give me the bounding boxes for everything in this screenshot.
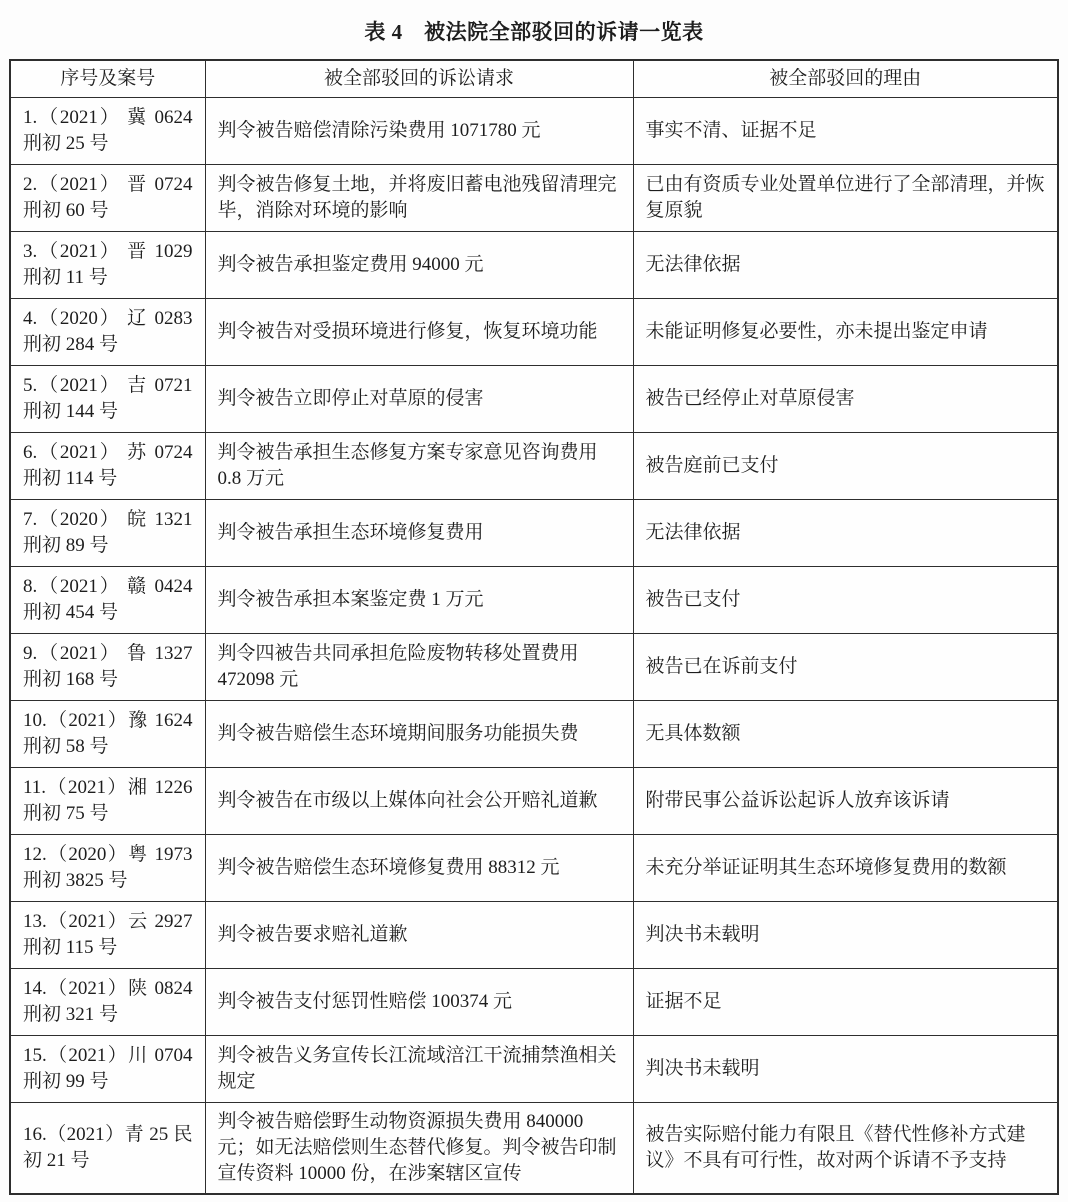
- table-row: [10, 701, 1058, 768]
- table-row: [10, 768, 1058, 835]
- table-row: [10, 366, 1058, 433]
- table-row: [10, 902, 1058, 969]
- table-row: [10, 567, 1058, 634]
- table-row: [10, 500, 1058, 567]
- reason-cell: 判决书未载明: [633, 1036, 1058, 1103]
- reason-cell: 未能证明修复必要性，亦未提出鉴定申请: [633, 299, 1058, 366]
- table-header: [10, 60, 1058, 98]
- case-number-cell: 13.（2021）云 2927 刑初 115 号: [10, 902, 205, 969]
- reason-cell: 被告已在诉前支付: [633, 634, 1058, 701]
- reason-cell: 被告已经停止对草原侵害: [633, 366, 1058, 433]
- reason-cell: 无法律依据: [633, 500, 1058, 567]
- claim-cell: 判令被告立即停止对草原的侵害: [205, 366, 633, 433]
- rejected-claims-table: [9, 59, 1059, 1195]
- reason-cell: 被告庭前已支付: [633, 433, 1058, 500]
- claim-cell: 判令被告赔偿野生动物资源损失费用 840000 元；如无法赔偿则生态替代修复。判令被告印制宣传资料 10000 份，在涉案辖区宣传: [205, 1103, 633, 1195]
- reason-cell: 被告实际赔付能力有限且《替代性修补方式建议》不具有可行性，故对两个诉请不予支持: [633, 1103, 1058, 1195]
- claim-cell: 判令被告对受损环境进行修复，恢复环境功能: [205, 299, 633, 366]
- reason-cell: 已由有资质专业处置单位进行了全部清理，并恢复原貌: [633, 165, 1058, 232]
- table-row: [10, 1036, 1058, 1103]
- claim-cell: 判令被告承担鉴定费用 94000 元: [205, 232, 633, 299]
- claim-cell: 判令被告承担生态修复方案专家意见咨询费用 0.8 万元: [205, 433, 633, 500]
- case-number-cell: 3.（2021） 晋 1029 刑初 11 号: [10, 232, 205, 299]
- claim-cell: 判令被告义务宣传长江流域涪江干流捕禁渔相关规定: [205, 1036, 633, 1103]
- case-number-cell: 2.（2021） 晋 0724 刑初 60 号: [10, 165, 205, 232]
- header-claim: 被全部驳回的诉讼请求: [205, 60, 633, 98]
- case-number-cell: 16.（2021）青 25 民初 21 号: [10, 1103, 205, 1195]
- case-number-cell: 12.（2020）粤 1973 刑初 3825 号: [10, 835, 205, 902]
- case-number-cell: 11.（2021）湘 1226 刑初 75 号: [10, 768, 205, 835]
- table-row: [10, 634, 1058, 701]
- claim-cell: 判令被告赔偿清除污染费用 1071780 元: [205, 98, 633, 165]
- header-row: [10, 60, 1058, 98]
- case-number-cell: 6.（2021） 苏 0724 刑初 114 号: [10, 433, 205, 500]
- table-row: [10, 232, 1058, 299]
- case-number-cell: 9.（2021） 鲁 1327 刑初 168 号: [10, 634, 205, 701]
- table-row: [10, 165, 1058, 232]
- case-number-cell: 4.（2020） 辽 0283 刑初 284 号: [10, 299, 205, 366]
- reason-cell: 无法律依据: [633, 232, 1058, 299]
- claim-cell: 判令被告赔偿生态环境修复费用 88312 元: [205, 835, 633, 902]
- table-row: [10, 98, 1058, 165]
- reason-cell: 被告已支付: [633, 567, 1058, 634]
- header-reason: 被全部驳回的理由: [633, 60, 1058, 98]
- reason-cell: 证据不足: [633, 969, 1058, 1036]
- reason-cell: 事实不清、证据不足: [633, 98, 1058, 165]
- case-number-cell: 8.（2021） 赣 0424 刑初 454 号: [10, 567, 205, 634]
- table-row: [10, 835, 1058, 902]
- table-row: [10, 299, 1058, 366]
- reason-cell: 无具体数额: [633, 701, 1058, 768]
- reason-cell: 判决书未载明: [633, 902, 1058, 969]
- table-row: [10, 969, 1058, 1036]
- case-number-cell: 10.（2021）豫 1624 刑初 58 号: [10, 701, 205, 768]
- table-row: [10, 433, 1058, 500]
- header-case-number: 序号及案号: [10, 60, 205, 98]
- case-number-cell: 5.（2021） 吉 0721 刑初 144 号: [10, 366, 205, 433]
- page-title: 表 4 被法院全部驳回的诉请一览表: [364, 20, 704, 44]
- case-number-cell: 7.（2020） 皖 1321 刑初 89 号: [10, 500, 205, 567]
- claim-cell: 判令四被告共同承担危险废物转移处置费用 472098 元: [205, 634, 633, 701]
- case-number-cell: 15.（2021）川 0704 刑初 99 号: [10, 1036, 205, 1103]
- claim-cell: 判令被告支付惩罚性赔偿 100374 元: [205, 969, 633, 1036]
- table-row: [10, 1103, 1058, 1195]
- table-body: [10, 98, 1058, 1195]
- claim-cell: 判令被告修复土地，并将废旧蓄电池残留清理完毕，消除对环境的影响: [205, 165, 633, 232]
- claim-cell: 判令被告赔偿生态环境期间服务功能损失费: [205, 701, 633, 768]
- case-number-cell: 14.（2021）陕 0824 刑初 321 号: [10, 969, 205, 1036]
- claim-cell: 判令被告承担本案鉴定费 1 万元: [205, 567, 633, 634]
- reason-cell: 未充分举证证明其生态环境修复费用的数额: [633, 835, 1058, 902]
- claim-cell: 判令被告承担生态环境修复费用: [205, 500, 633, 567]
- reason-cell: 附带民事公益诉讼起诉人放弃该诉请: [633, 768, 1058, 835]
- claim-cell: 判令被告在市级以上媒体向社会公开赔礼道歉: [205, 768, 633, 835]
- case-number-cell: 1.（2021） 冀 0624 刑初 25 号: [10, 98, 205, 165]
- claim-cell: 判令被告要求赔礼道歉: [205, 902, 633, 969]
